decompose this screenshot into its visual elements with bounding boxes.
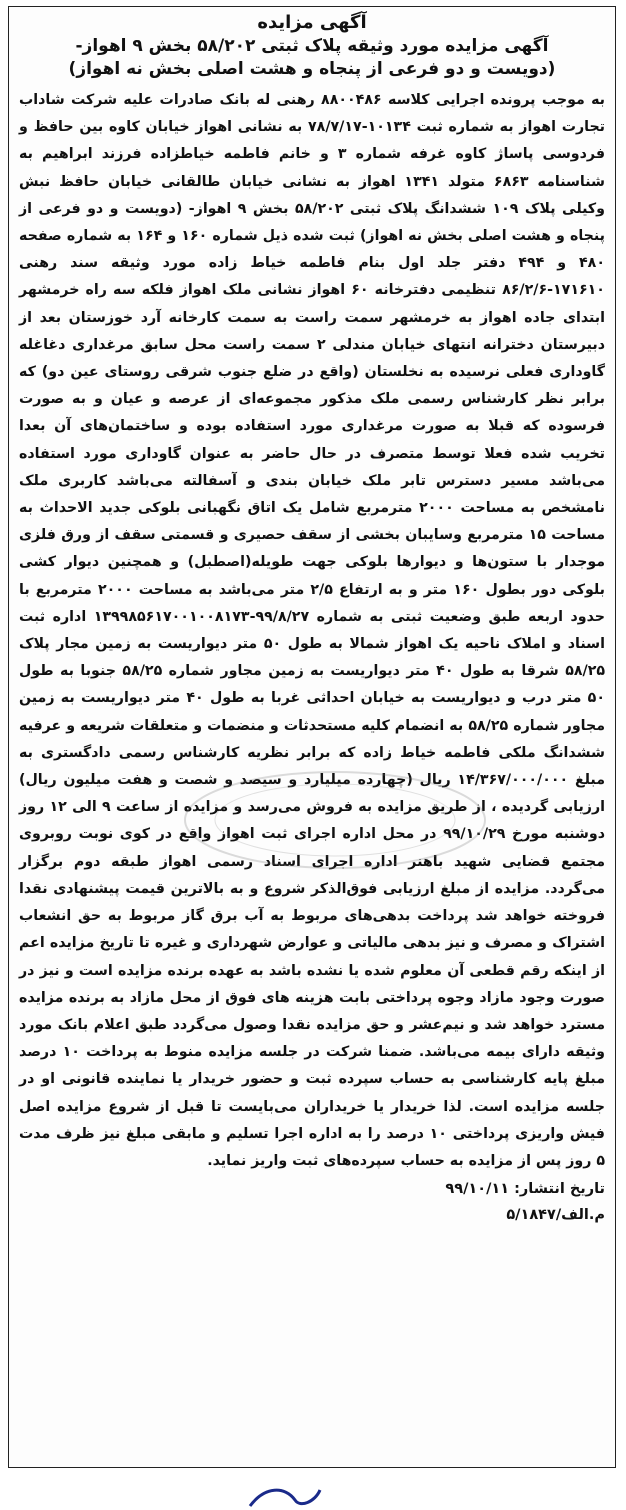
auction-notice bbox=[8, 6, 616, 1468]
notice-subtitle-line2: (دویست و دو فرعی از پنجاه و هشت اصلی بخش نه اهواز) bbox=[68, 59, 556, 79]
publish-date: تاریخ انتشار: ۹۹/۱۰/۱۱ bbox=[445, 1181, 605, 1198]
notice-body: به موجب پرونده اجرایی کلاسه ۸۸۰۰۴۸۶ رهنی له بانک صادرات علیه شرکت شاداب تجارت اهواز به شماره ثبت ۱۰۱۳۴-۷۸/۷/۱۷ به نشانی اهواز خیابان کاوه بین حافظ و فردوسی پاساژ کاوه غرفه شماره ۳ و خانم فاطمه خیاطزاده فرزند ابراهیم به شناسنامه ۶۸۶۳ متولد ۱۳۴۱ اهواز به نشانی خیابان طالقانی خیابان حافظ نبش وکیلی پلاک ۱۰۹ ششدانگ پلاک ثبتی ۵۸/۲۰۲ بخش ۹ اهواز- (دویست و دو فرعی از پنجاه و هشت اصلی بخش نه اهواز) ثبت شده ذیل شماره ۱۶۰ و ۱۶۴ به شماره صفحه ۴۸۰ و ۴۹۴ دفتر جلد اول بنام فاطمه خیاط زاده مورد وثیقه سند رهنی ۱۷۱۶۱۰-۸۶/۲/۶ تنظیمی دفترخانه ۶۰ اهواز نشانی ملک اهواز فلکه سه راه خرمشهر ابتدای جاده اهواز به خرمشهر سمت راست به سمت کارخانه آرد خوزستان بعد از دبیرستان دخترانه انتهای خیابان مندلی ۲ سمت راست محل سابق مرغداری دغاغله گاوداری فعلی نرسیده به نخلستان (واقع در ضلع جنوب شرقی روستای عین دو) که برابر نظر کارشناس رسمی ملک مذکور مجموعه‌ای از عرصه و عیان و به صورت فرسوده که قبلا به صورت مرغداری مورد استفاده بوده و ساختمان‌های آن بعدا تخریب شده فعلا توسط متصرف در حال حاضر به عنوان گاوداری مورد استفاده می‌باشد مسیر دسترس تابر ملک خیابان بندی و آسفالته می‌باشد کاربری ملک نامشخص به مساحت ۲۰۰۰ مترمربع شامل یک اتاق نگهبانی بلوکی جدید الاحداث به مساحت ۱۵ مترمربع وسایبان بخشی از سقف حصیری و قسمتی سقف از ورق فلزی موجدار با ستون‌ها و دیوارها بلوکی جهت طویله(اصطبل) و همچنین دیوار کشی بلوکی دور بطول ۱۶۰ متر و به ارتفاع ۲/۵ متر می‌باشد به مساحت ۲۰۰۰ مترمربع با حدود اربعه طبق وضعیت ثبتی به شماره ۹۹/۸/۲۷-۱۳۹۹۸۵۶۱۷۰۰۱۰۰۸۱۷۳ اداره ثبت اسناد و املاک ناحیه یک اهواز شمالا به طول ۵۰ متر دیواریست به زمین مجار پلاک ۵۸/۲۵ شرقا به طول ۴۰ متر دیواریست به زمین مجاور شماره ۵۸/۲۵ جنوبا به طول ۵۰ متر درب و دیواریست به خیابان احداثی غربا به طول ۴۰ متر دیواریست به زمین مجاور شماره ۵۸/۲۵ به انضمام کلیه مستحدثات و منضمات و متعلقات شریعه و عرفیه ششدانگ ملکی فاطمه خیاط زاده که برابر نظریه کارشناس رسمی دادگستری به مبلغ ۱۴/۳۶۷/۰۰۰/۰۰۰ ریال (چهارده میلیارد و سیصد و شصت و هفت میلیون ریال) ارزیابی گردیده ، از طریق مزایده به فروش می‌رسد و مزایده از ساعت ۹ الی ۱۲ روز دوشنبه مورخ ۹۹/۱۰/۲۹ در محل اداره اجرای ثبت اهواز واقع در کوی نوبت روبروی مجتمع قضایی شهید باهنر اداره اجرای اسناد رسمی اهواز طبقه دوم برگزار می‌گردد. مزایده از مبلغ ارزیابی فوق‌الذکر شروع و به بالاترین قیمت پیشنهادی نقدا فروخته خواهد شد پرداخت بدهی‌های مربوط به آب برق گاز مربوط به حق انشعاب اشتراک و مصرف و نیز بدهی مالیاتی و عوارض شهرداری و غیره تا تاریخ مزایده اعم از اینکه رقم قطعی آن معلوم شده یا نشده باشد به عهده برنده مزایده است و نیز در صورت وجود مازاد وجوه پرداختی بابت هزینه های فوق از محل مازاد به برنده مزایده مسترد خواهد شد و نیم‌عشر و حق مزایده نقدا وصول می‌گردد طبق اعلام بانک مورد وثیقه دارای بیمه می‌باشد. ضمنا شرکت در جلسه مزایده منوط به پرداخت ۱۰ درصد مبلغ پایه کارشناسی به حساب سپرده ثبت و حضور خریدار یا نماینده قانونی او در جلسه مزایده است. لذا خریدار یا خریداران می‌بایست تا قبل از شروع مزایده اصل فیش واریزی پرداختی ۱۰ درصد را به اداره اجرا تسلیم و مابقی مبلغ نیز ظرف مدت ۵ روز پس از مزایده به حساب سپرده‌های ثبت واریز نماید. bbox=[19, 92, 606, 1169]
publisher-logo-fragment bbox=[240, 1482, 330, 1510]
notice-subtitle-line1: آگهی مزایده مورد وثیقه پلاک ثبتی ۵۸/۲۰۲ بخش ۹ اهواز- bbox=[75, 36, 549, 56]
reference-code: م.الف/۵/۱۸۴۷ bbox=[506, 1207, 605, 1224]
notice-title: آگهی مزایده bbox=[257, 12, 367, 33]
